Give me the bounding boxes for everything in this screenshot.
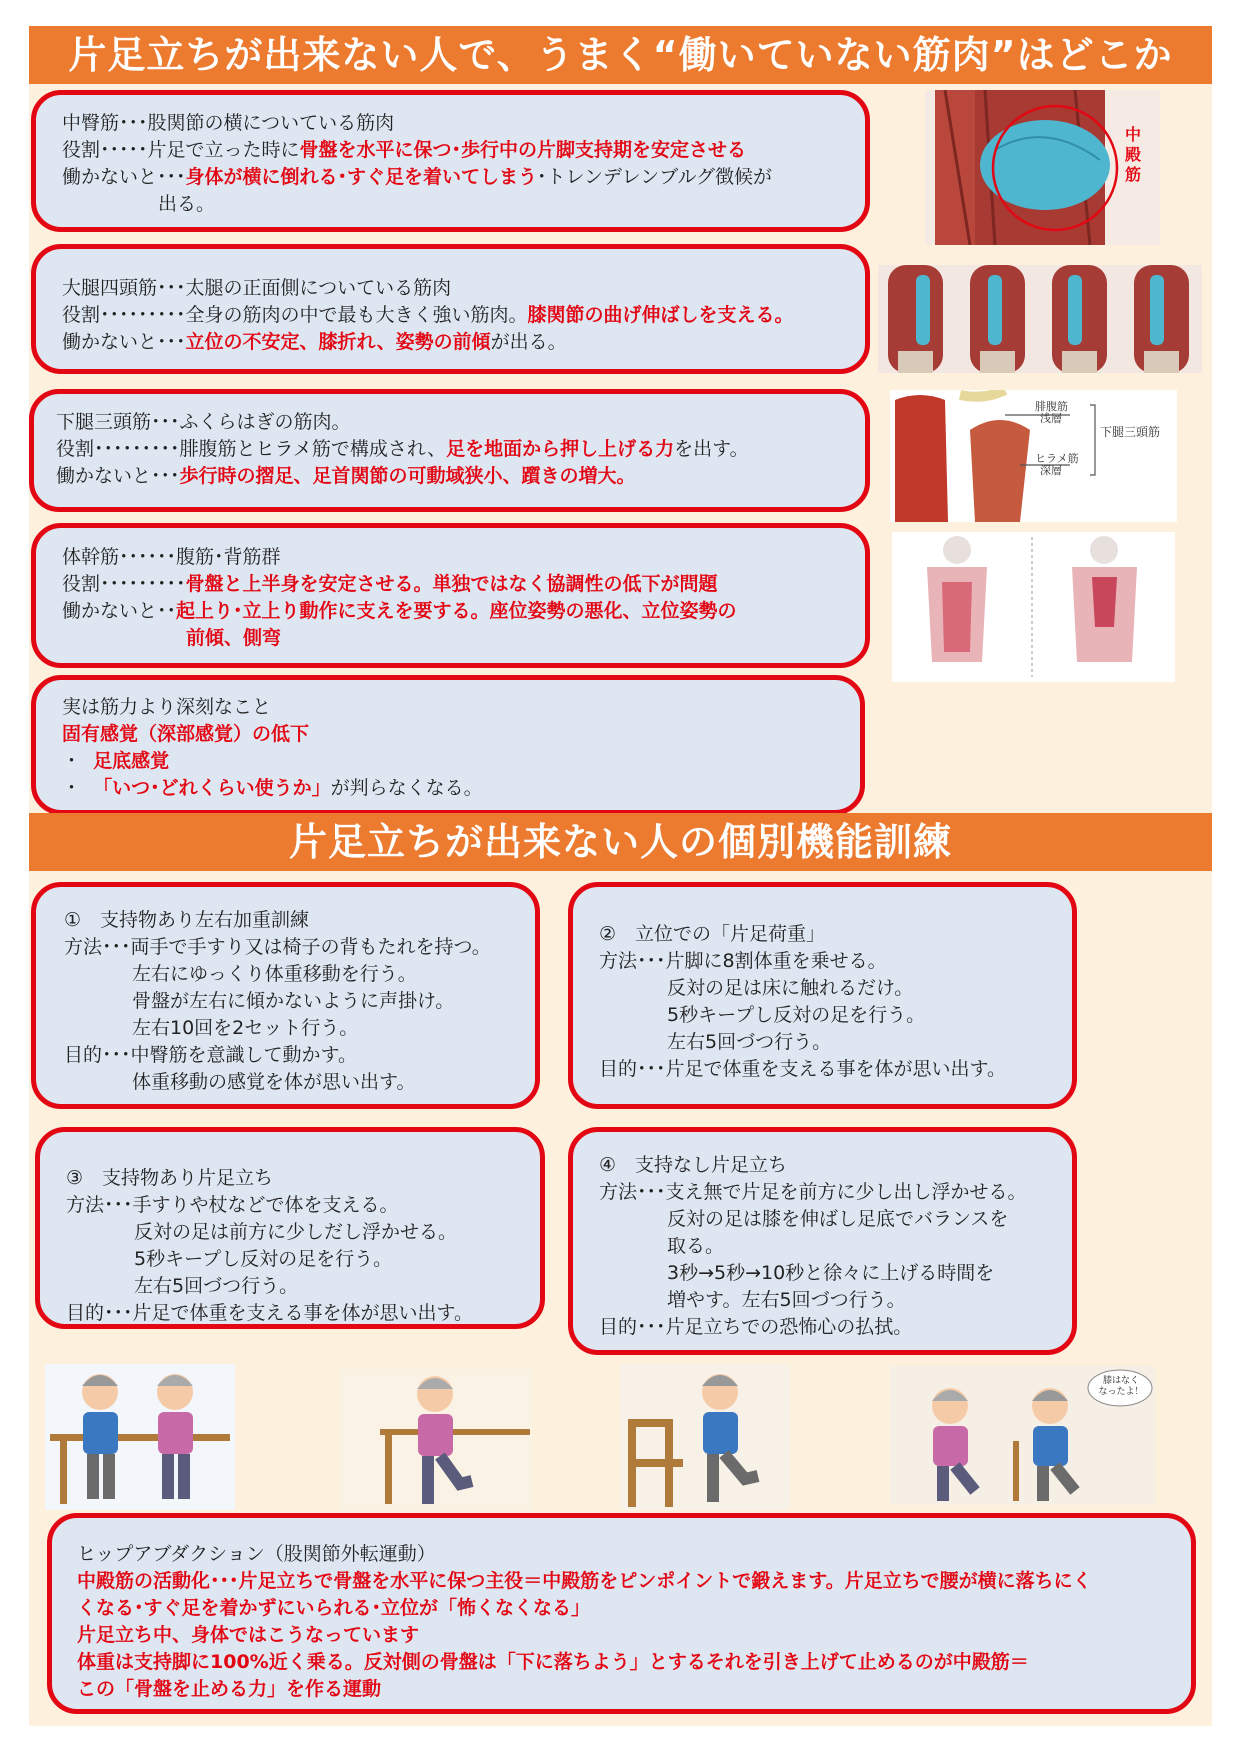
quadriceps-box — [31, 244, 870, 374]
t1-line6: 体重移動の感覚を体が思い出す。 — [132, 1071, 416, 1093]
t1-line1: 方法･･･両手で手すり又は椅子の背もたれを持つ。 — [64, 936, 491, 958]
t4-line6: 目的･･･片足立ちでの恐怖心の払拭。 — [599, 1316, 913, 1338]
box5-line2: 固有感覚（深部感覚）の低下 — [62, 723, 310, 745]
training-1-box — [31, 882, 540, 1109]
t1-line4: 左右10回を2セット行う。 — [132, 1017, 359, 1039]
box1-line3: 働かないと･･･身体が横に倒れる･すぐ足を着いてしまう･トレンデレンブルグ徴候が — [62, 166, 773, 188]
box2-line3: 働かないと･･･立位の不安定、膝折れ、姿勢の前傾が出る。 — [62, 331, 567, 353]
soleus-label: ヒラメ筋 — [1035, 452, 1079, 465]
box3-line2: 役割･････････腓腹筋とヒラメ筋で構成され、足を地面から押し上げる力を出す。 — [56, 438, 749, 460]
t4-line4: 3秒→5秒→10秒と徐々に上げる時間を — [667, 1262, 995, 1284]
gluteus-medius-image — [925, 90, 1160, 245]
quadriceps-image — [878, 265, 1202, 373]
t2-title: ② 立位での「片足荷重」 — [599, 923, 826, 945]
t2-line1: 方法･･･片脚に8割体重を乗せる。 — [599, 950, 887, 972]
deep-label: 深層 — [1040, 464, 1062, 477]
t3-line1: 方法･･･手すりや杖などで体を支える。 — [66, 1194, 399, 1216]
gluteus-medius-label: 中 殿 筋 — [1125, 125, 1142, 184]
t3-line3: 5秒キープし反対の足を行う。 — [134, 1248, 393, 1270]
t3-line4: 左右5回づつ行う。 — [134, 1275, 299, 1297]
t2-line3: 5秒キープし反対の足を行う。 — [667, 1004, 926, 1026]
t1-line3: 骨盤が左右に傾かないように声掛け。 — [132, 990, 455, 1012]
t4-line1: 方法･･･支え無で片足を前方に少し出し浮かせる。 — [599, 1181, 1027, 1203]
t1-title: ① 支持物あり左右加重訓練 — [64, 909, 310, 931]
box1-line2: 役割･････片足で立った時に骨盤を水平に保つ･歩行中の片脚支持期を安定させる — [62, 139, 747, 161]
illustration-woman-handrail — [340, 1369, 532, 1511]
training-4-box — [568, 1127, 1077, 1355]
box5-line4: ・ 「いつ･どれくらい使うか」が判らなくなる。 — [62, 777, 483, 799]
box1-line4: 出る。 — [158, 193, 216, 215]
bottom-line3: くなる･すぐ足を着かずにいられる･立位が「怖くなくなる」 — [77, 1597, 591, 1619]
box2-line2: 役割･････････全身の筋肉の中で最も大きく強い筋肉。膝関節の曲げ伸ばしを支える。 — [62, 304, 794, 326]
people-handrail-illustration — [45, 1364, 235, 1510]
bottom-line6: この「骨盤を止める力」を作る運動 — [77, 1678, 382, 1700]
bottom-line1: ヒップアブダクション（股関節外転運動） — [77, 1543, 436, 1565]
t2-line5: 目的･･･片足で体重を支える事を体が思い出す。 — [599, 1058, 1006, 1080]
man-chair-illustration — [620, 1364, 790, 1510]
t2-line4: 左右5回づつ行う。 — [667, 1031, 832, 1053]
box4-line4: 前傾、側弯 — [186, 627, 282, 649]
t4-title: ④ 支持なし片足立ち — [599, 1154, 788, 1176]
woman-handrail-illustration — [340, 1369, 532, 1511]
illustration-cane-pair — [890, 1366, 1155, 1505]
t2-line2: 反対の足は床に触れるだけ。 — [667, 977, 914, 999]
illustration-handrail-pair — [45, 1364, 235, 1510]
box3-line1: 下腿三頭筋･･･ふくらはぎの筋肉。 — [56, 411, 351, 433]
gluteus-medius-box — [31, 90, 870, 232]
speech-bubble: 膝はなく なったよ！ — [1098, 1376, 1144, 1397]
trunk-muscles-image — [892, 532, 1175, 682]
box2-line1: 大腿四頭筋･･･太腿の正面側についている筋肉 — [62, 277, 452, 299]
triceps-surae-label: 下腿三頭筋 — [1100, 425, 1161, 439]
proprioception-box — [31, 675, 865, 815]
trunk-muscles-illustration — [892, 532, 1175, 682]
core-muscles-box — [31, 523, 870, 668]
hip-abduction-box — [47, 1513, 1196, 1714]
box4-line1: 体幹筋･･････腹筋･背筋群 — [62, 546, 281, 568]
t3-line5: 目的･･･片足で体重を支える事を体が思い出す。 — [66, 1302, 473, 1324]
section2-title: 片足立ちが出来ない人の個別機能訓練 — [29, 813, 1212, 871]
bottom-line5: 体重は支持脚に100%近く乗る。反対側の骨盤は「下に落ちよう」とするそれを引き上げて止めるのが中殿筋＝ — [77, 1651, 1029, 1673]
t4-line2: 反対の足は膝を伸ばし足底でバランスを — [667, 1208, 1009, 1230]
box3-line3: 働かないと･･･歩行時の摺足、足首関節の可動域狭小、躓きの増大。 — [56, 465, 636, 487]
box4-line3: 働かないと･･起上り･立上り動作に支えを要する。座位姿勢の悪化、立位姿勢の — [62, 600, 737, 622]
triceps-surae-illustration — [890, 390, 1177, 522]
illustration-man-chair — [620, 1364, 790, 1510]
t4-line5: 増やす。左右5回づつ行う。 — [667, 1289, 906, 1311]
box5-line1: 実は筋力より深刻なこと — [62, 696, 272, 718]
training-3-box — [35, 1127, 545, 1329]
t4-line3: 取る。 — [667, 1235, 725, 1257]
bottom-line4: 片足立ち中、身体ではこうなっています — [77, 1624, 420, 1646]
bottom-line2: 中殿筋の活動化･･･片足立ちで骨盤を水平に保つ主役＝中殿筋をピンポイントで鍛えます。片足立ちで腰が横に落ちにく — [77, 1570, 1092, 1592]
t3-title: ③ 支持物あり片足立ち — [66, 1167, 274, 1189]
box5-line3: ・ 足底感覚 — [62, 750, 170, 772]
section1-title: 片足立ちが出来ない人で、うまく“働いていない筋肉”はどこか — [29, 26, 1212, 84]
t3-line2: 反対の足は前方に少しだし浮かせる。 — [134, 1221, 458, 1243]
training-2-box — [568, 882, 1077, 1109]
triceps-surae-image — [890, 390, 1177, 522]
t1-line2: 左右にゆっくり体重移動を行う。 — [132, 963, 417, 985]
gastrocnemius-label: 腓腹筋 — [1035, 400, 1068, 413]
box4-line2: 役割･････････骨盤と上半身を安定させる。単独ではなく協調性の低下が問題 — [62, 573, 718, 595]
t1-line5: 目的･･･中臀筋を意識して動かす。 — [64, 1044, 357, 1066]
quadriceps-illustration — [878, 265, 1202, 373]
triceps-surae-box — [29, 389, 870, 512]
superficial-label: 浅層 — [1040, 412, 1062, 425]
box1-line1: 中臀筋･･･股関節の横についている筋肉 — [62, 112, 395, 134]
